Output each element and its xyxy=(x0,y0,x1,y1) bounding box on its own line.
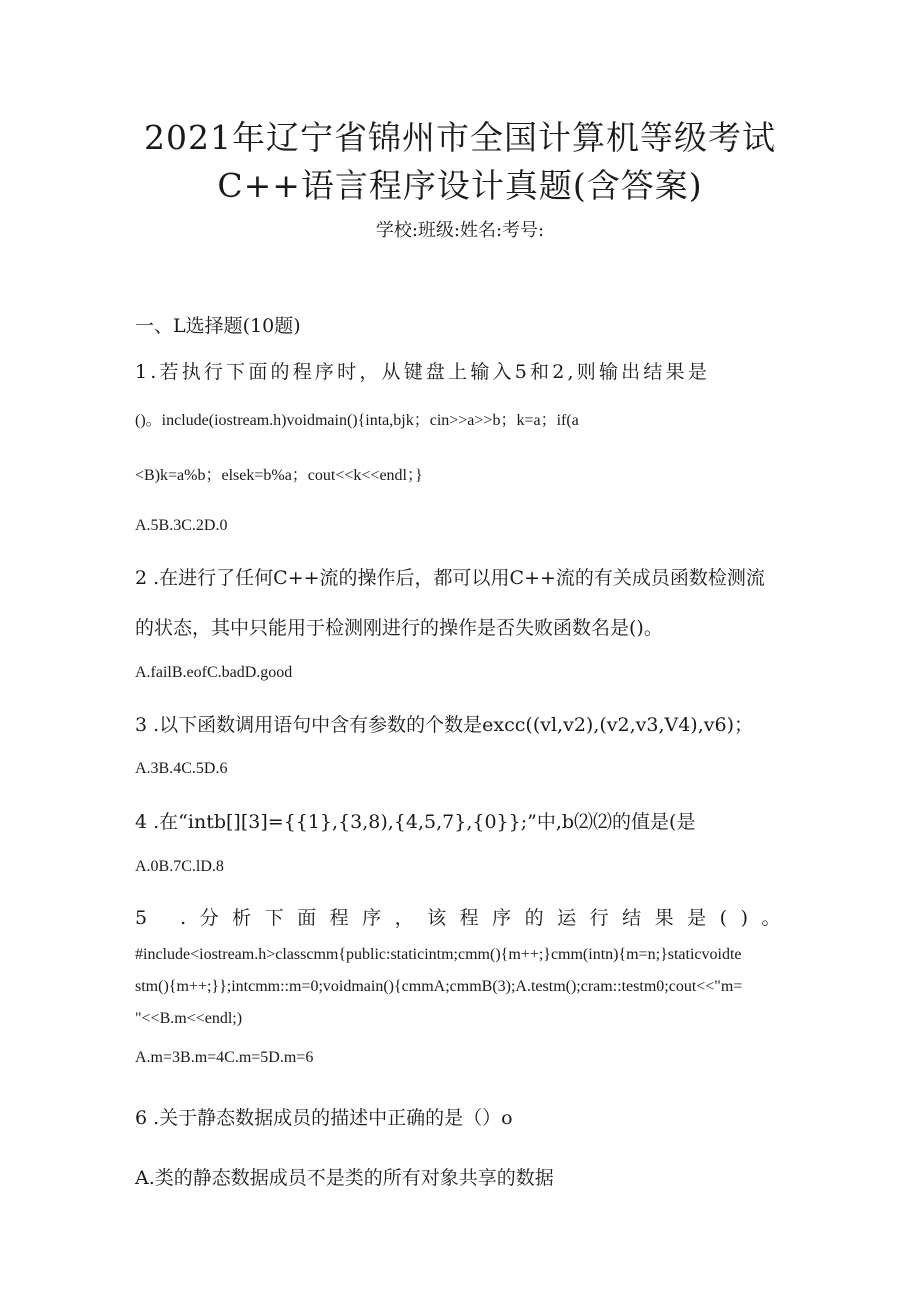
title-line-2: C++语言程序设计真题(含答案) xyxy=(217,166,703,205)
question-2-options: A.failB.eofC.badD.good xyxy=(135,664,293,681)
question-5-code-2: stm(){m++;}};intcmm::m=0;voidmain(){cmmA;cmmB(3);A.testm();cram::testm0;cout<<"m= xyxy=(135,978,743,995)
question-5-text: 5 .分析下面程序，该程序的运行结果是()。 xyxy=(135,907,794,929)
question-5-options: A.m=3B.m=4C.m=5D.m=6 xyxy=(135,1049,314,1066)
question-2-text-1: 2 .在进行了任何C++流的操作后，都可以用C++流的有关成员函数检测流 xyxy=(135,567,765,589)
question-6-text: 6 .关于静态数据成员的描述中正确的是（）o xyxy=(135,1107,513,1129)
question-3-options: A.3B.4C.5D.6 xyxy=(135,760,228,777)
question-4-options: A.0B.7C.lD.8 xyxy=(135,858,224,875)
question-1-code-1: ()。include(iostream.h)voidmain(){inta,bjk；cin>>a>>b；k=a；if(a xyxy=(135,412,579,429)
question-3-text: 3 .以下函数调用语句中含有参数的个数是excc((vl,v2),(v2,v3,V4),v6)； xyxy=(135,714,753,736)
question-5-code-1: #include<iostream.h>classcmm{public:staticintm;cmm(){m++;}cmm(intn){m=n;}staticvoidte xyxy=(135,946,742,963)
question-1-code-2: <B)k=a%b；elsek=b%a；cout<<k<<endl；} xyxy=(135,467,423,484)
title-line-1: 2021年辽宁省锦州市全国计算机等级考试 xyxy=(144,118,776,157)
question-4-text: 4 .在“intb[][3]={{1},{3,8),{4,5,7},{0}};”中,b⑵⑵的值是(是 xyxy=(135,811,696,833)
question-2-text-2: 的状态，其中只能用于检测刚进行的操作是否失败函数名是()。 xyxy=(135,617,663,639)
question-5-code-3: "<<B.m<<endl;) xyxy=(135,1010,243,1027)
question-1-text: 1.若执行下面的程序时，从键盘上输入5和2,则输出结果是 xyxy=(135,361,710,383)
question-1-options: A.5B.3C.2D.0 xyxy=(135,517,228,534)
section-heading: 一、L选择题(10题) xyxy=(135,315,301,337)
question-6-option-a: A.类的静态数据成员不是类的所有对象共享的数据 xyxy=(135,1167,554,1189)
student-info-line: 学校:班级:姓名:考号: xyxy=(375,220,545,241)
